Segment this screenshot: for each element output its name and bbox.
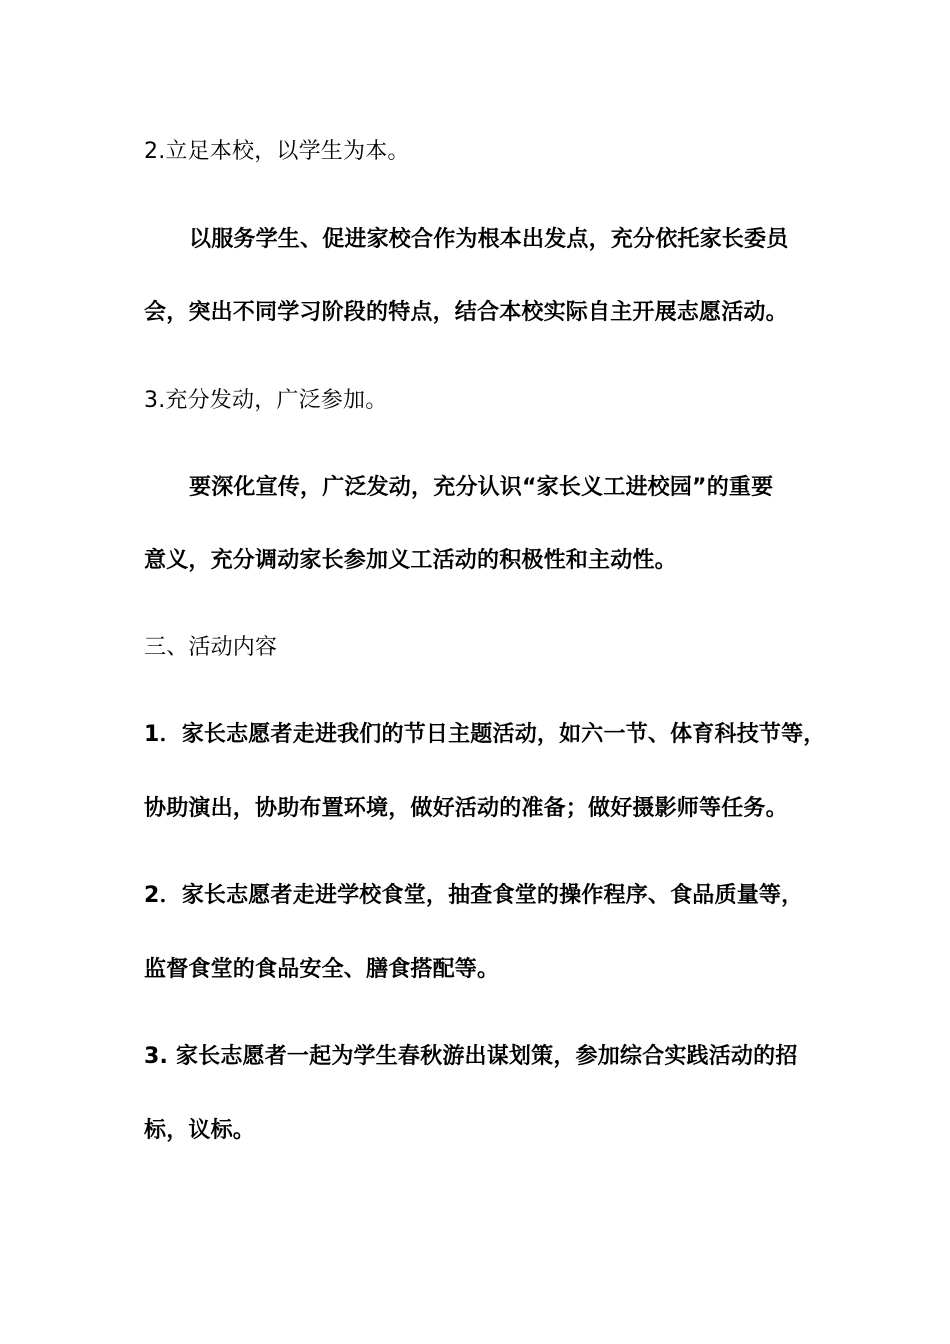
list-item-line: 监督食堂的食品安全、膳食搭配等。 (144, 957, 500, 982)
subheading-2: 2.立足本校，以学生为本。 (144, 139, 410, 164)
list-item-line: 3. 家长志愿者一起为学生春秋游出谋划策，参加综合实践活动的招 (144, 1044, 798, 1069)
list-item-line: 标，议标。 (144, 1118, 256, 1143)
paragraph-line: 要深化宣传，广泛发动，充分认识“家长义工进校园”的重要 (189, 475, 774, 500)
section-heading: 三、活动内容 (144, 635, 278, 660)
list-item-line: 2．家长志愿者走进学校食堂，抽查食堂的操作程序、食品质量等， (144, 883, 804, 908)
paragraph-line: 会，突出不同学习阶段的特点，结合本校实际自主开展志愿活动。 (144, 300, 788, 325)
list-item-line: 1．家长志愿者走进我们的节日主题活动，如六一节、体育科技节等， (144, 722, 826, 747)
list-item-line: 协助演出，协助布置环境，做好活动的准备；做好摄影师等任务。 (144, 796, 788, 821)
paragraph-line: 意义，充分调动家长参加义工活动的积极性和主动性。 (144, 548, 677, 573)
subheading-3: 3.充分发动，广泛参加。 (144, 388, 388, 413)
paragraph-line: 以服务学生、促进家校合作为根本出发点，充分依托家长委员 (189, 227, 789, 252)
